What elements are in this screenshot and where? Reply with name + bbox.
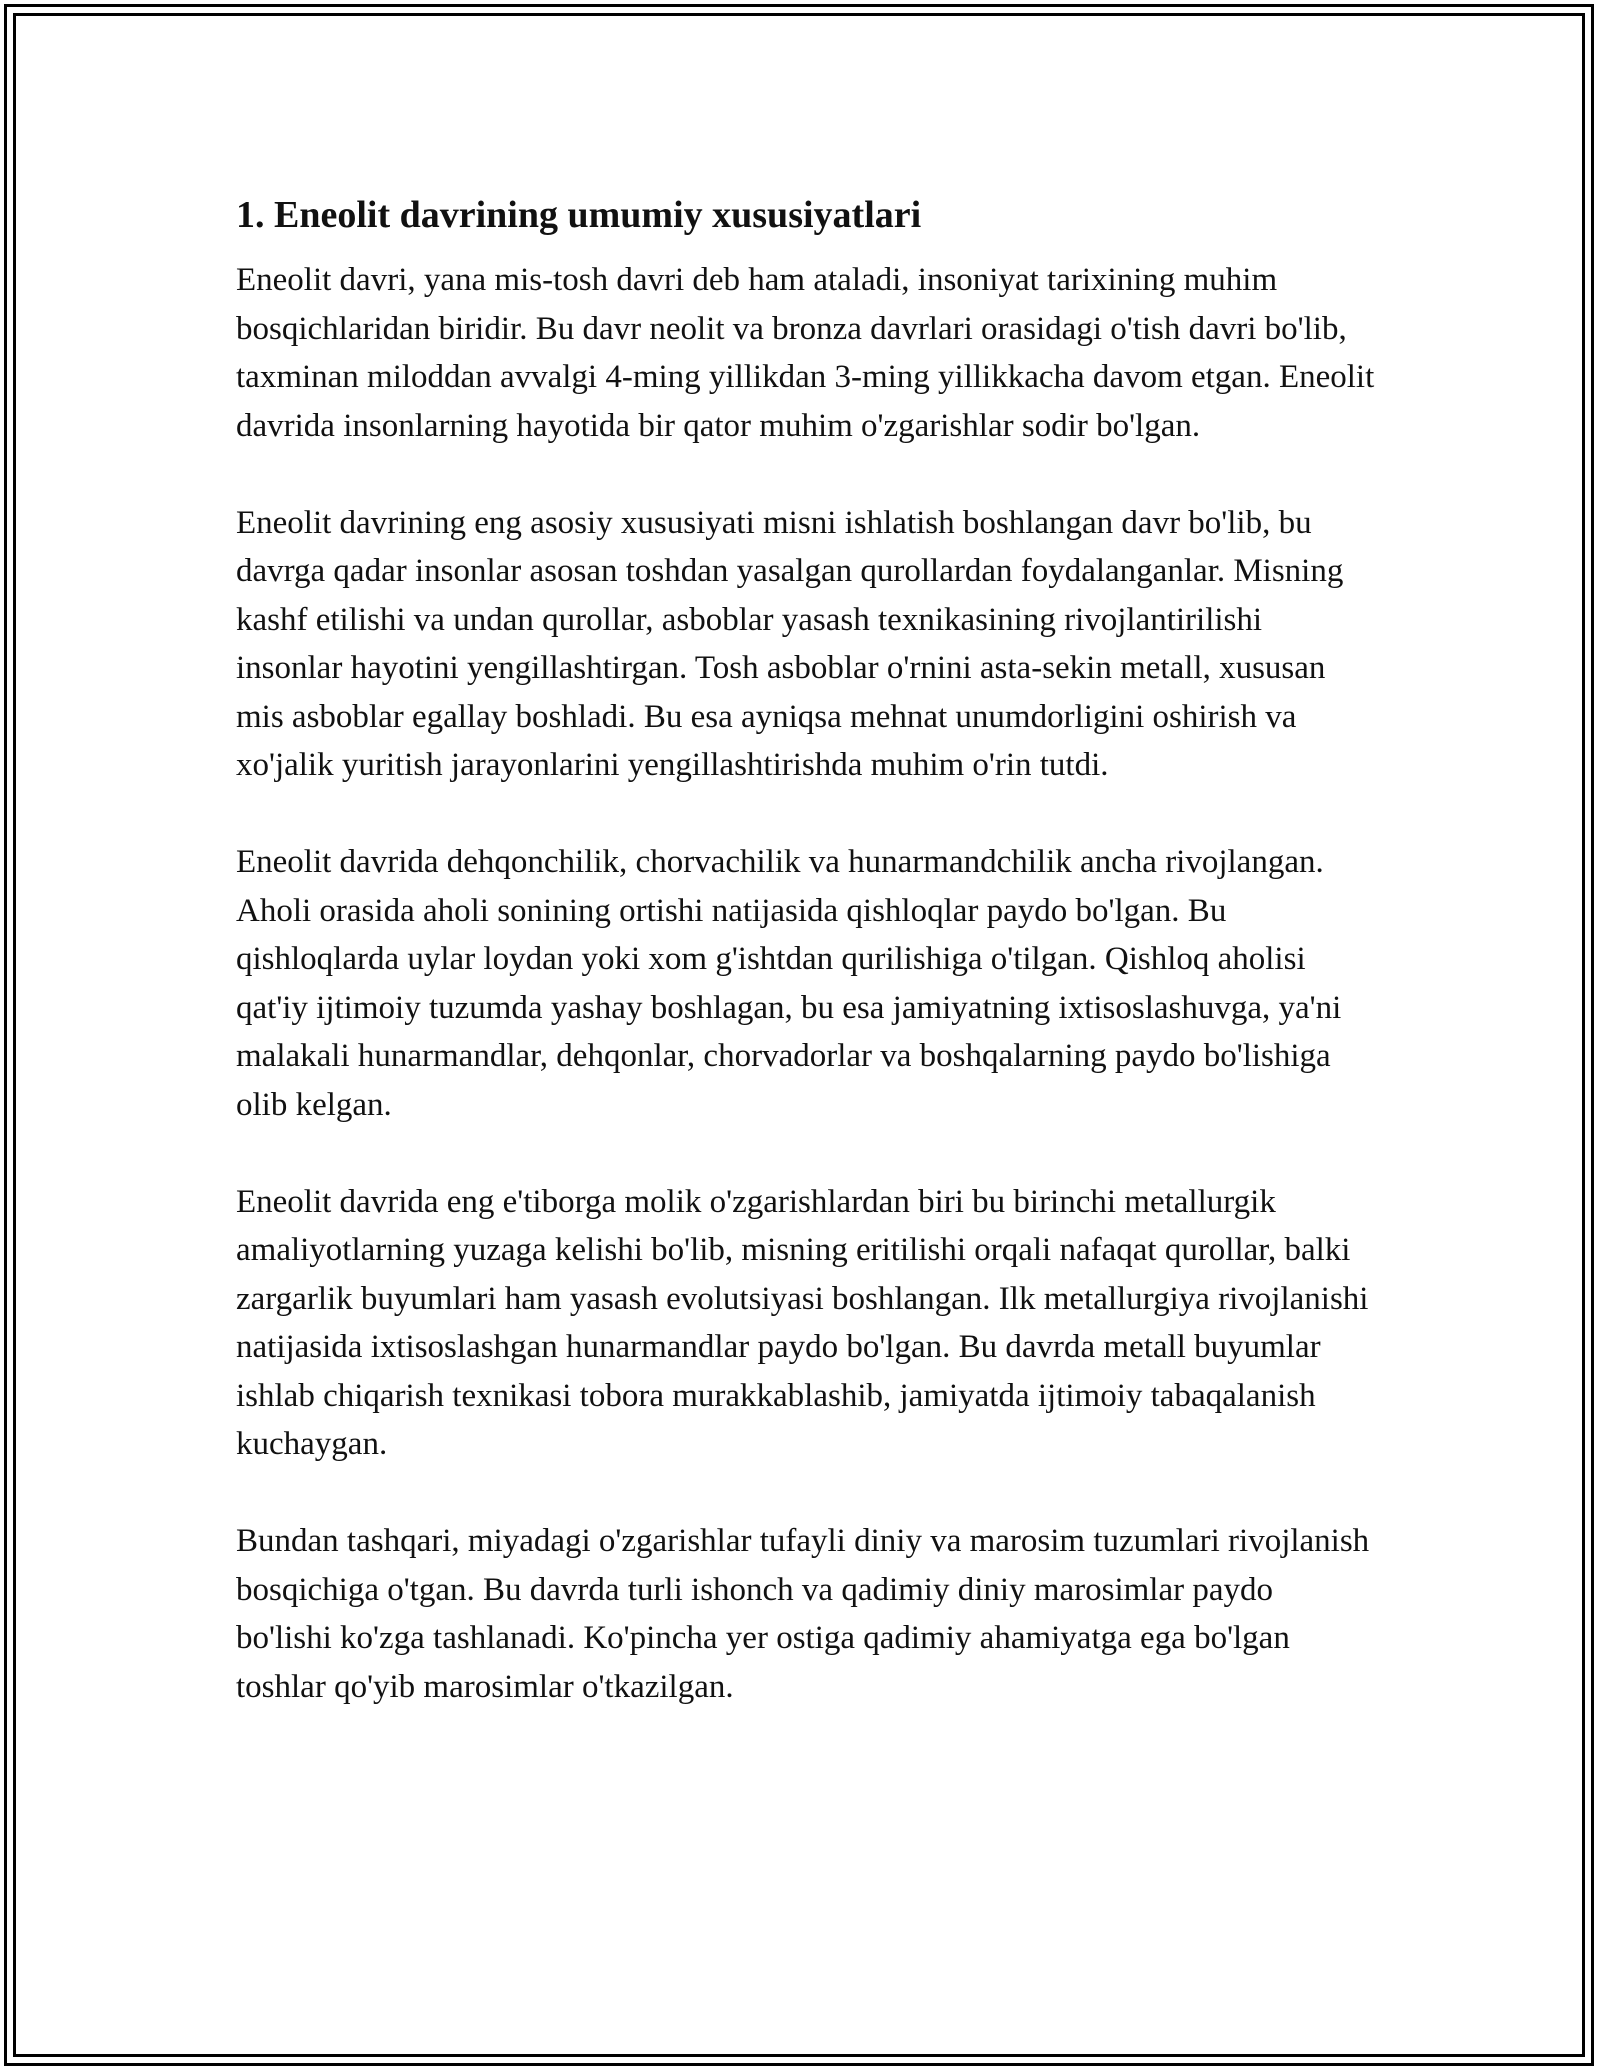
document-body xyxy=(236,186,1376,1711)
paragraph-1: Eneolit davri, yana mis-tosh davri deb ham ataladi, insoniyat tarixining muhim bosqichlaridan biridir. Bu davr neolit va bronza davrlari orasidagi o'tish davri bo'lib, taxminan miloddan avvalgi 4-ming yillikdan 3-ming yillikkacha davom etgan. Eneolit davrida insonlarning hayotida bir qator muhim o'zgarishlar sodir bo'lgan. xyxy=(236,262,1375,444)
section-heading: 1. Eneolit davrining umumiy xususiyatlari xyxy=(236,194,922,236)
paragraph-3: Eneolit davrida dehqonchilik, chorvachilik va hunarmandchilik ancha rivojlangan. Aholi orasida aholi sonining ortishi natijasida qishloqlar paydo bo'lgan. Bu qishloqlarda uylar loydan yoki xom g'ishtdan qurilishiga o'tilgan. Qishloq aholisi qat'iy ijtimoiy tuzumda yashay boshlagan, bu esa jamiyatning ixtisoslashuvga, ya'ni malakali hunarmandlar, dehqonlar, chorvadorlar va boshqalarning paydo bo'lishiga olib kelgan. xyxy=(236,844,1342,1123)
paragraph-2: Eneolit davrining eng asosiy xususiyati misni ishlatish boshlangan davr bo'lib, bu davrga qadar insonlar asosan toshdan yasalgan qurollardan foydalanganlar. Misning kashf etilishi va undan qurollar, asboblar yasash texnikasining rivojlantirilishi insonlar hayotini yengillashtirgan. Tosh asboblar o'rnini asta-sekin metall, xususan mis asboblar egallay boshladi. Bu esa ayniqsa mehnat unumdorligini oshirish va xo'jalik yuritish jarayonlarini yengillashtirishda muhim o'rin tutdi. xyxy=(236,504,1344,783)
paragraph-5: Bundan tashqari, miyadagi o'zgarishlar tufayli diniy va marosim tuzumlari rivojlanish bosqichiga o'tgan. Bu davrda turli ishonch va qadimiy diniy marosimlar paydo bo'lishi ko'zga tashlanadi. Ko'pincha yer ostiga qadimiy ahamiyatga ega bo'lgan toshlar qo'yib marosimlar o'tkazilgan. xyxy=(236,1523,1370,1705)
paragraph-4: Eneolit davrida eng e'tiborga molik o'zgarishlardan biri bu birinchi metallurgik amaliyotlarning yuzaga kelishi bo'lib, misning eritilishi orqali nafaqat qurollar, balki zargarlik buyumlari ham yasash evolutsiyasi boshlangan. Ilk metallurgiya rivojlanishi natijasida ixtisoslashgan hunarmandlar paydo bo'lgan. Bu davrda metall buyumlar ishlab chiqarish texnikasi tobora murakkablashib, jamiyatda ijtimoiy tabaqalanish kuchaygan. xyxy=(236,1183,1369,1462)
